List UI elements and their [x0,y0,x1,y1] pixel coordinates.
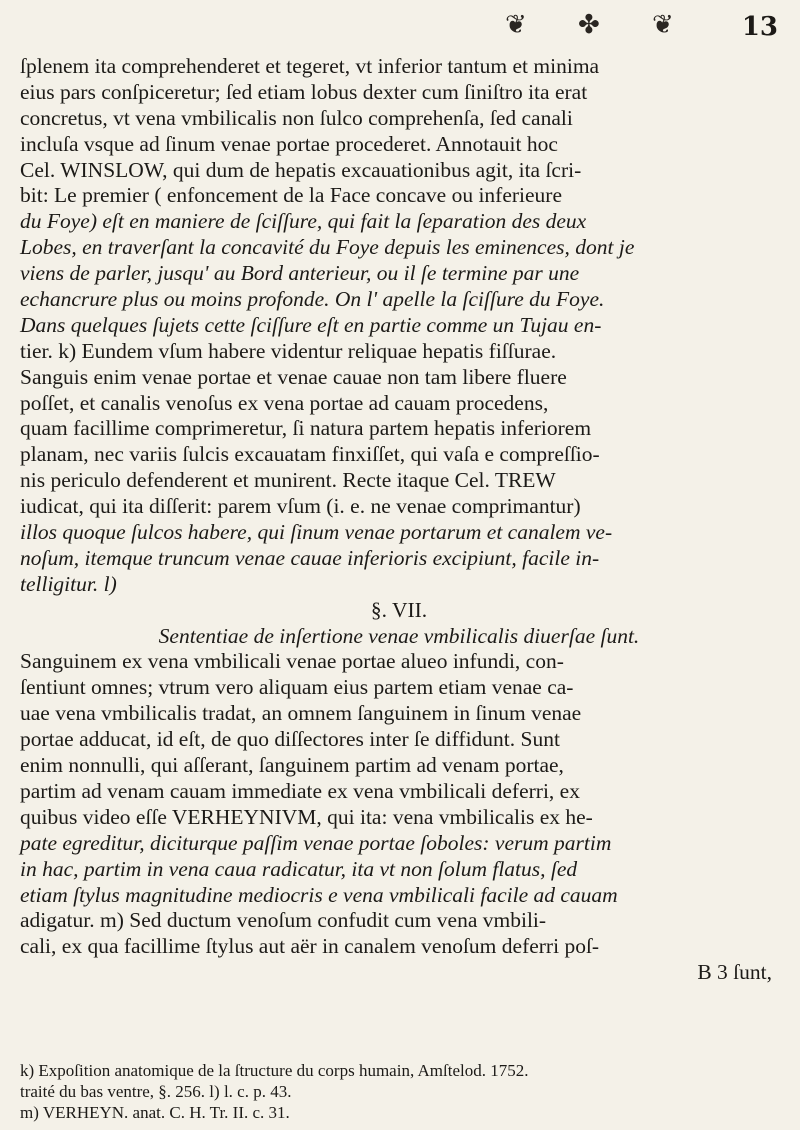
text-line: Sanguis enim venae portae et venae cauae non tam libere fluere [20,364,567,389]
text-line: nis periculo defenderent et munirent. Recte itaque Cel. TREW [20,468,556,493]
signature-catchword: B 3 ſunt, [697,960,772,985]
text-line: du Foye) eſt en maniere de ſciſſure, qui fait la ſeparation des deux [20,209,587,234]
ornament-left-icon: ❦ [505,10,527,40]
text-line: etiam ſtylus magnitudine mediocris e vena vmbilicali facile ad cauam [20,882,618,907]
text-line: uae vena vmbilicalis tradat, an omnem ſanguinem in ſinum venae [20,701,582,726]
text-line: portae adducat, id eſt, de quo diſſectores inter ſe diffidunt. Sunt [20,727,560,752]
text-line: telligitur. l) [20,571,117,596]
ornament-center-icon: ✤ [578,10,600,40]
footnotes [20,1060,778,1123]
section-heading: Sententiae de inſertione venae vmbilicalis diuerſae ſunt. [158,623,640,648]
section-number: §. VII. [370,597,428,622]
text-line: poſſet, et canalis venoſus ex vena portae ad cauam procedens, [20,390,549,415]
text-line: enim nonnulli, qui aſſerant, ſanguinem partim ad venam portae, [20,753,564,778]
text-line: ſentiunt omnes; vtrum vero aliquam eius partem etiam venae ca- [20,675,574,700]
text-line: illos quoque ſulcos habere, qui ſinum venae portarum et canalem ve- [20,520,613,545]
text-line: Cel. WINSLOW, qui dum de hepatis excauationibus agit, ita ſcri- [20,157,582,182]
text-line: planam, nec variis ſulcis excauatam finxiſſet, qui vaſa e compreſſio- [20,442,600,467]
text-line: viens de parler, jusqu' au Bord anterieur, ou il ſe termine par une [20,261,580,286]
main-text [20,54,778,986]
text-line: adigatur. m) Sed ductum venoſum confudit cum vena vmbili- [20,908,547,933]
text-line: concretus, vt vena vmbilicalis non ſulco comprehenſa, ſed canali [20,105,573,130]
text-line: eius pars conſpiceretur; ſed etiam lobus dexter cum ſiniſtro ita erat [20,79,588,104]
text-line: noſum, itemque truncum venae cauae inferioris excipiunt, facile in- [20,545,600,570]
text-line: in hac, partim in vena caua radicatur, ita vt non ſolum flatus, ſed [20,856,578,881]
text-line: bit: Le premier ( enfoncement de la Face concave ou inferieure [20,183,563,208]
text-line: quam facillime comprimeretur, ſi natura partem hepatis inferiorem [20,416,592,441]
ornament-right-icon: ❦ [652,10,674,40]
footnote: k) Expoſition anatomique de la ſtructure du corps humain, Amſtelod. 1752. [20,1061,529,1080]
text-line: quibus video eſſe VERHEYNIVM, qui ita: vena vmbilicalis ex he- [20,804,593,829]
text-line: cali, ex qua facillime ſtylus aut aër in canalem venoſum deferri poſ- [20,934,600,959]
text-line: iudicat, qui ita diſſerit: parem vſum (i. e. ne venae comprimantur) [20,494,581,519]
text-line: incluſa vsque ad ſinum venae portae procederet. Annotauit hoc [20,131,558,156]
page-header [0,6,800,46]
footnote: traité du bas ventre, §. 256. l) l. c. p. 43. [20,1082,292,1101]
text-line: ſplenem ita comprehenderet et tegeret, vt inferior tantum et minima [20,54,600,78]
text-line: pate egreditur, diciturque paſſim venae portae ſoboles: verum partim [20,830,612,855]
text-line: Lobes, en traverſant la concavité du Foye depuis les eminences, dont je [20,235,635,260]
text-line: Sanguinem ex vena vmbilicali venae portae alueo infundi, con- [20,649,564,674]
text-line: echancrure plus ou moins profonde. On l' apelle la ſciſſure du Foye. [20,287,605,312]
footnote: m) VERHEYN. anat. C. H. Tr. II. c. 31. [20,1103,290,1122]
page-number: 13 [741,12,778,42]
text-line: partim ad venam cauam immediate ex vena vmbilicali deferri, ex [20,778,580,803]
text-line: Dans quelques ſujets cette ſciſſure eſt en partie comme un Tujau en- [20,312,602,337]
text-line: tier. k) Eundem vſum habere videntur reliquae hepatis fiſſurae. [20,338,557,363]
